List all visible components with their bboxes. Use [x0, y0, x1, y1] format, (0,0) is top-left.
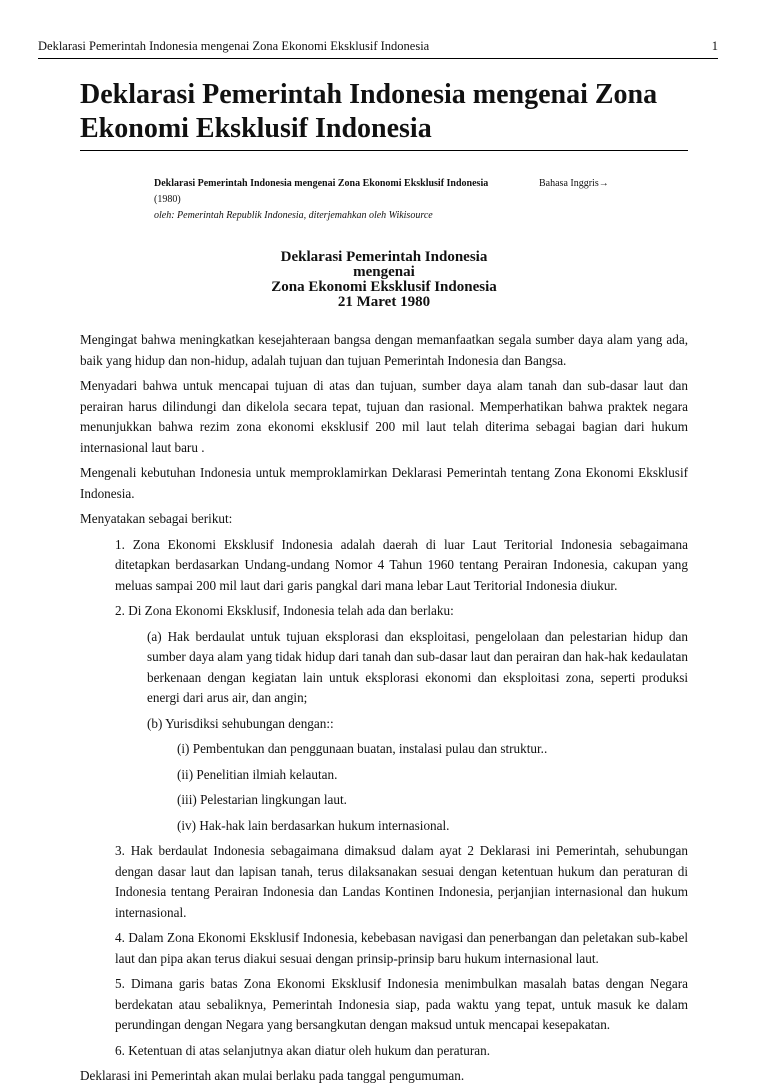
closing-paragraph: Deklarasi ini Pemerintah akan mulai berlaku pada tanggal pengumuman. — [80, 1068, 465, 1083]
page-number: 1 — [711, 39, 718, 53]
article-2b-i: (i) Pembentukan dan penggunaan buatan, instalasi pulau dan struktur.. — [177, 741, 548, 756]
article-1: 1. Zona Ekonomi Eksklusif Indonesia adalah daerah di luar Laut Teritorial Indonesia sebagaimana ditetapkan berdasarkan Undang-undang Nomor 4 Tahun 1960 tentang Perairan Indonesia, cakupan yang meluas sampai 200 mil laut dari garis pangkal dari mana lebar Laut Teritorial Indonesia diukur. — [115, 536, 688, 593]
paragraph-recognizing: Mengenali kebutuhan Indonesia untuk memproklamirkan Deklarasi Pemerintah tentang Zona Ekonomi Eksklusif Indonesia. — [80, 465, 688, 501]
work-author: oleh: Pemerintah Republik Indonesia, diterjemahkan oleh Wikisource — [154, 210, 433, 221]
heading-line-3: Zona Ekonomi Eksklusif Indonesia — [271, 279, 497, 295]
document-title: Deklarasi Pemerintah Indonesia mengenai Zona Ekonomi Eksklusif Indonesia — [80, 79, 658, 144]
article-4: 4. Dalam Zona Ekonomi Eksklusif Indonesia, kebebasan navigasi dan penerbangan dan peletakan sub-kabel laut dan pipa akan terus diakui sesuai dengan prinsip-prinsip baru hukum internasional laut. — [115, 930, 688, 966]
running-header — [38, 38, 718, 59]
work-year: (1980) — [154, 194, 181, 205]
work-title-line — [154, 176, 688, 192]
paragraph-considering: Mengingat bahwa meningkatkan kesejahteraan bangsa dengan memanfaatkan segala sumber daya alam yang ada, baik yang hidup dan non-hidup, adalah tujuan dan tujuan Pemerintah Indonesia dan Bangsa. — [80, 332, 688, 368]
article-3: 3. Hak berdaulat Indonesia sebagaimana dimaksud dalam ayat 2 Deklarasi ini Pemerintah, sehubungan dengan dasar laut dan lapisan tanah, terus dilaksanakan sesuai dengan ketentuan hukum dan peraturan di Indonesia tentang Perairan Indonesia dan Landas Kontinen Indonesia, perjanjian internasional dan hukum internasional. — [115, 843, 688, 920]
language-link[interactable]: Bahasa Inggris→ — [539, 178, 609, 189]
article-2: 2. Di Zona Ekonomi Eksklusif, Indonesia telah ada dan berlaku: — [115, 603, 454, 618]
article-2b-iv: (iv) Hak-hak lain berdasarkan hukum internasional. — [177, 817, 450, 833]
article-2a: (a) Hak berdaulat untuk tujuan eksplorasi dan eksploitasi, pengelolaan dan pelestarian hidup dan sumber daya alam yang tidak hidup dari tanah dan sub-dasar laut dan perairan dan hak-hak kedaulatan berkenaan dengan kegiatan lain untuk eksplorasi ekonomi dan eksploitasi zona, seperti produksi energi dari arus air, dan angin; — [147, 628, 688, 705]
paragraph-realizing: Menyadari bahwa untuk mencapai tujuan di atas dan tujuan, sumber daya alam tanah dan sub-dasar laut dan perairan harus dilindungi dan dikelola secara tepat, tujuan dan rasional. Memperhatikan bahwa praktek negara menunjukkan bahwa rezim zona ekonomi eksklusif 200 mil laut telah diterima sebagai bagian dari hukum internasional laut baru . — [80, 378, 688, 455]
work-title: Deklarasi Pemerintah Indonesia mengenai Zona Ekonomi Eksklusif Indonesia — [154, 178, 489, 189]
article-5: 5. Dimana garis batas Zona Ekonomi Eksklusif Indonesia menimbulkan masalah batas dengan Negara berdekatan atau sebaliknya, Pemerintah Indonesia siap, pada waktu yang tepat, untuk masuk ke dalam perundingan dengan Negara yang bersangkutan dengan maksud untuk mencapai kesepakatan. — [115, 976, 688, 1032]
article-2b-ii: (ii) Penelitian ilmiah kelautan. — [177, 766, 338, 782]
heading-line-2: mengenai — [353, 264, 415, 280]
paragraph-declaring: Menyatakan sebagai berikut: — [80, 511, 233, 526]
running-title: Deklarasi Pemerintah Indonesia mengenai Zona Ekonomi Eksklusif Indonesia — [38, 39, 430, 53]
metadata-block — [154, 176, 688, 224]
article-2b-iii: (iii) Pelestarian lingkungan laut. — [177, 792, 347, 807]
article-6: 6. Ketentuan di atas selanjutnya akan diatur oleh hukum dan peraturan. — [115, 1042, 490, 1058]
article-2b: (b) Yurisdiksi sehubungan dengan:: — [147, 715, 334, 731]
title-divider — [80, 150, 688, 151]
heading-line-4: 21 Maret 1980 — [337, 294, 431, 310]
document-body — [80, 330, 688, 1092]
heading-line-1: Deklarasi Pemerintah Indonesia — [280, 249, 488, 265]
declaration-heading — [80, 250, 688, 310]
